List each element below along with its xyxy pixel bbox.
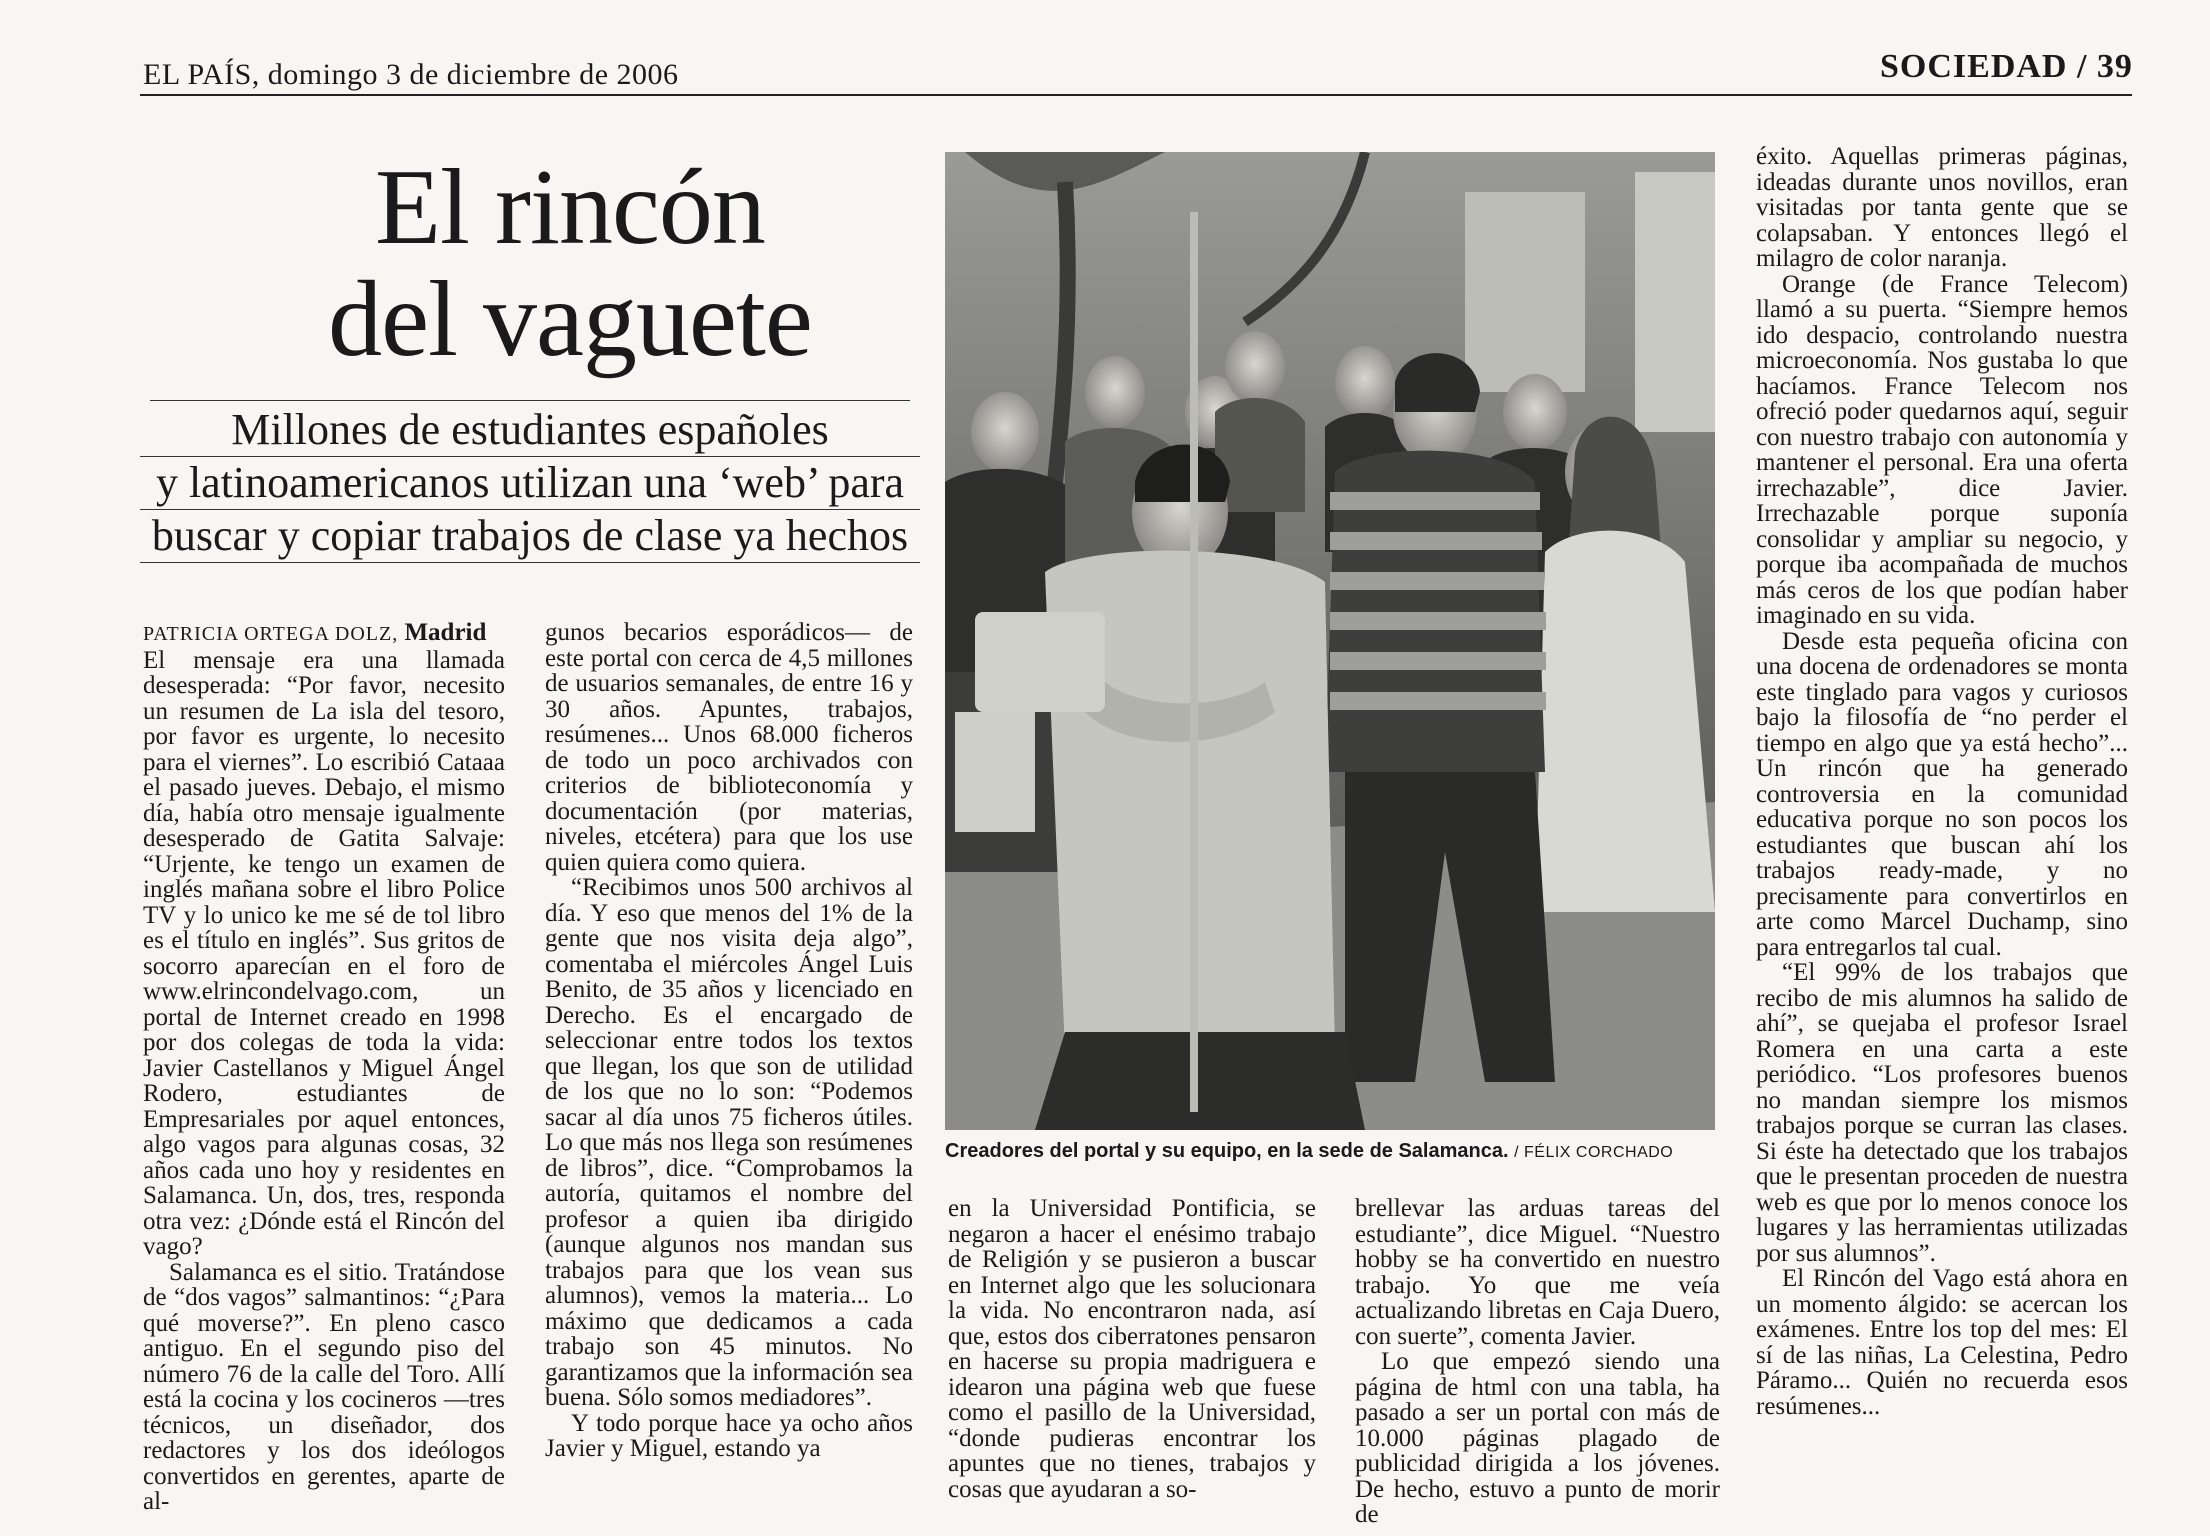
paragraph: Salamanca es el sitio. Tratándose de “dos vagos” salmantinos: “¿Para qué moverse?”. En pleno casco antiguo. En el segundo piso del número 76 de la calle del Toro. Allí está la cocina y los cocineros —tres técnicos, un diseñador, dos redactores y los dos ideólogos convertidos en gerentes, aparte de al- — [143, 1258, 505, 1515]
photo-caption — [945, 1140, 1735, 1163]
article-column-4 — [1355, 1196, 1720, 1536]
paragraph: Orange (de France Telecom) llamó a su puerta. “Siempre hemos ido despacio, controlando nuestra microeconomía. Nos gustaba lo que hacíamos. France Telecom nos ofreció poder quedarnos aquí, seguir con nuestro trabajo con autonomía y mantener el personal. Era una oferta irrechazable”, dice Javier. Irrechazable porque suponía consolidar y ampliar su negocio, y porque iba acompañada de muchos más ceros de los que podían haber imaginado en su vida. — [1756, 270, 2128, 629]
headline-line-2: del vaguete — [328, 260, 812, 379]
article-column-2 — [545, 620, 913, 1535]
article-column-1 — [143, 620, 505, 1535]
headline — [250, 148, 890, 379]
newspaper-dateline: EL PAÍS, domingo 3 de diciembre de 2006 — [143, 58, 679, 91]
deck-line-3: buscar y copiar trabajos de clase ya hechos — [140, 510, 920, 563]
section-page-label: SOCIEDAD / 39 — [1880, 48, 2133, 85]
paragraph: Lo que empezó siendo una página de html con una tabla, ha pasado a ser un portal con más de 10.000 páginas plagado de publicidad dirigida a los jóvenes. De hecho, estuvo a punto de morir de — [1355, 1348, 1720, 1528]
deck-top-rule — [150, 400, 910, 401]
deck — [140, 404, 920, 563]
article-column-5 — [1756, 144, 2128, 1536]
deck-line-1: Millones de estudiantes españoles — [140, 404, 920, 457]
paragraph: “Recibimos unos 500 archivos al día. Y eso que menos del 1% de la gente que nos visita deja algo”, comentaba el miércoles Ángel Luis Benito, de 35 años y licenciado en Derecho. Es el encargado de seleccionar entre todos los textos que llegan, los que son de utilidad de los que no lo son: “Podemos sacar al día unos 75 ficheros útiles. Lo que más nos llega son resúmenes de libros”, dice. “Comprobamos la autoría, quitamos el nombre del profesor a quien iba dirigido (aunque algunos nos mandan sus trabajos para que los vean sus alumnos), vemos la materia... Lo máximo que dedicamos a cada trabajo son 45 minutos. No garantizamos que la información sea buena. Sólo somos mediadores”. — [545, 874, 913, 1411]
paragraph: brellevar las arduas tareas del estudiante”, dice Miguel. “Nuestro hobby se ha convertido en nuestro trabajo. Yo que me veía actualizando libretas en Caja Duero, con suerte”, comenta Javier. — [1355, 1196, 1720, 1350]
team-photo — [945, 152, 1715, 1130]
byline-author: PATRICIA ORTEGA DOLZ, — [143, 623, 399, 645]
caption-text: Creadores del portal y su equipo, en la sede de Salamanca. — [945, 1140, 1509, 1162]
paragraph: gunos becarios esporádicos— de este portal con cerca de 4,5 millones de usuarios semanales, de entre 16 y 30 años. Apuntes, trabajos, resúmenes... Unos 68.000 ficheros de todo un poco archivados con criterios de biblioteconomía y documentación (por materias, niveles, etcétera) para que los use quien quiera como quiera. — [545, 620, 913, 876]
header-rule — [140, 94, 2132, 96]
paragraph: El mensaje era una llamada desesperada: “Por favor, necesito un resumen de La isla del tesoro, por favor es urgente, lo necesito para el viernes”. Lo escribió Cataaa el pasado jueves. Debajo, el mismo día, había otro mensaje igualmente desesperado de Gatita Salvaje: “Urjente, ke tengo un examen de inglés mañana sobre el libro Police TV y lo unico ke me sé de tol libro es el título en inglés”. Sus gritos de socorro aparecían en el foro de www.elrincondelvago.com, un portal de Internet creado en 1998 por dos colegas de toda la vida: Javier Castellanos y Miguel Ángel Rodero, estudiantes de Empresariales por aquel entonces, algo vagos para algunas cosas, 32 años cada uno hoy y residentes en Salamanca. Un, dos, tres, responda otra vez: ¿Dónde está el Rincón del vago? — [143, 646, 505, 1260]
paragraph: Y todo porque hace ya ocho años Javier y Miguel, estando ya — [545, 1409, 913, 1462]
paragraph: Desde esta pequeña oficina con una docena de ordenadores se monta este tinglado para vagos y curiosos bajo la filosofía de “no perder el tiempo en algo que ya está hecho”... Un rincón que ha generado controversia en la comunidad educativa porque no son pocos los estudiantes que buscan ahí los trabajos ready-made, y no precisamente para convertirlos en arte como Marcel Duchamp, sino para entregarlos tal cual. — [1756, 627, 2128, 961]
paragraph: éxito. Aquellas primeras páginas, ideadas durante unos novillos, eran visitadas por tanta gente que se colapsaban. Y entonces llegó el milagro de color naranja. — [1756, 144, 2128, 272]
byline-city: Madrid — [404, 620, 487, 646]
paragraph: El Rincón del Vago está ahora en un momento álgido: se acercan los exámenes. Entre los top del mes: El sí de las niñas, La Celestina, Pedro Páramo... Quién no recuerda esos resúmenes... — [1756, 1265, 2128, 1420]
paragraph: en la Universidad Pontificia, se negaron a hacer el enésimo trabajo de Religión y se pusieron a buscar en Internet algo que les solucionara la vida. No encontraron nada, así que, estos dos ciberratones pensaron en hacerse su propia madriguera e idearon una página web que fuese como el pasillo de la Universidad, “donde pudieras encontrar los apuntes que no tienes, trabajos y cosas que ayudaran a so- — [948, 1196, 1316, 1503]
headline-line-1: El rincón — [375, 148, 765, 267]
paragraph: “El 99% de los trabajos que recibo de mis alumnos ha salido de ahí”, se quejaba el profesor Israel Romera en una carta a este periódico. “Los profesores buenos no mandan siempre los mismos trabajos porque se curran las clases. Si éste ha detectado que los trabajos que le presentan proceden de nuestra web es que por lo menos conoce los lugares y las herramientas utilizadas por sus alumnos”. — [1756, 959, 2128, 1267]
deck-line-2: y latinoamericanos utilizan una ‘web’ para — [140, 457, 920, 510]
article-column-3 — [948, 1196, 1316, 1536]
photo-credit: / FÉLIX CORCHADO — [1514, 1144, 1674, 1161]
byline — [143, 620, 505, 648]
